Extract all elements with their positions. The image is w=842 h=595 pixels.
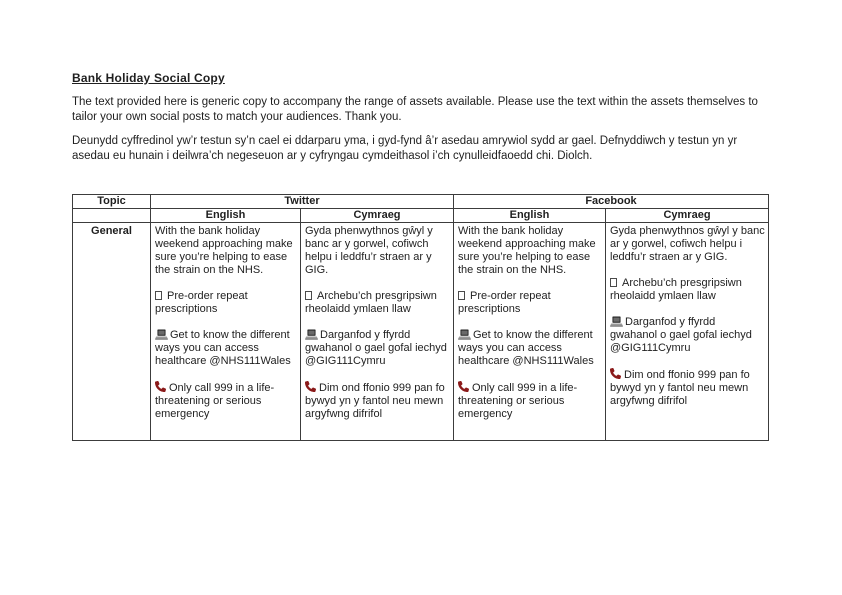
cell-paragraph-text: Gyda phenwythnos gŵyl y banc ar y gorwel, cofiwch helpu i leddfu’r straen ar y GIG.: [610, 225, 765, 263]
phone-receiver-icon: [458, 381, 469, 395]
cell-paragraph-text: Darganfod y ffyrdd gwahanol o gael gofal iechyd @GIG111Cymru: [610, 316, 752, 354]
social-copy-table: [72, 194, 769, 441]
header-facebook-english: English: [454, 209, 606, 223]
cell-paragraph: [610, 368, 765, 408]
cell-paragraph: [610, 316, 765, 355]
cell-paragraph: [155, 225, 297, 277]
cell-facebook-cymraeg: [606, 223, 769, 441]
cell-paragraph-text: Get to know the different ways you can access healthcare @NHS111Wales: [155, 329, 291, 367]
intro-paragraph-welsh: Deunydd cyffredinol yw’r testun sy’n cael ei ddarparu yma, i gyd-fynd â’r asedau amrywiol sydd ar gael. Defnyddiwch y testun yn yr asedau eu hunain i deilwra’ch negeseuon ar y cyfryngau cymdeithasol i’ch cynulleidfaoedd chi. Diolch.: [72, 135, 738, 162]
header-topic: Topic: [73, 195, 151, 209]
topic-cell-general: General: [73, 223, 151, 441]
table-header-row-languages: [73, 209, 769, 223]
laptop-icon: [458, 329, 471, 342]
header-twitter-english: English: [151, 209, 301, 223]
cell-paragraph: [305, 381, 450, 421]
cell-paragraph-text: With the bank holiday weekend approaching make sure you’re helping to ease the strain on the NHS.: [458, 225, 596, 276]
cell-paragraph-text: Archebu’ch presgripsiwn rheolaidd ymlaen llaw: [610, 277, 742, 302]
table-header-row-platforms: [73, 195, 769, 209]
cell-paragraph: [458, 290, 602, 316]
cell-paragraph-text: With the bank holiday weekend approaching make sure you’re helping to ease the strain on the NHS.: [155, 225, 293, 276]
header-facebook-cymraeg: Cymraeg: [606, 209, 769, 223]
cell-paragraph: [610, 277, 765, 303]
header-topic-spacer: [73, 209, 151, 223]
cell-paragraph: [155, 381, 297, 421]
phone-receiver-icon: [610, 368, 621, 382]
cell-paragraph: [458, 381, 602, 421]
cell-paragraph: [155, 329, 297, 368]
cell-twitter-english: [151, 223, 301, 441]
cell-paragraph: [305, 329, 450, 368]
laptop-icon: [610, 316, 623, 329]
intro-paragraph-english: The text provided here is generic copy to accompany the range of assets available. Please use the text within the assets themselves to tailor your own social posts to match your audiences. Thank you.: [72, 96, 758, 123]
phone-receiver-icon: [155, 381, 166, 395]
laptop-icon: [305, 329, 318, 342]
phone-receiver-icon: [305, 381, 316, 395]
cell-paragraph-text: Archebu’ch presgripsiwn rheolaidd ymlaen llaw: [305, 290, 437, 315]
cell-paragraph-text: Pre-order repeat prescriptions: [458, 290, 551, 315]
cell-twitter-cymraeg: [301, 223, 454, 441]
missing-glyph-box-icon: [610, 278, 617, 287]
cell-paragraph-text: Dim ond ffonio 999 pan fo bywyd yn y fantol neu mewn argyfwng difrifol: [610, 369, 750, 407]
cell-paragraph-text: Gyda phenwythnos gŵyl y banc ar y gorwel, cofiwch helpu i leddfu’r straen ar y GIG.: [305, 225, 433, 276]
missing-glyph-box-icon: [305, 291, 312, 300]
header-twitter: Twitter: [151, 195, 454, 209]
missing-glyph-box-icon: [458, 291, 465, 300]
missing-glyph-box-icon: [155, 291, 162, 300]
cell-paragraph-text: Only call 999 in a life-threatening or serious emergency: [155, 382, 275, 420]
cell-paragraph: [155, 290, 297, 316]
cell-paragraph: [305, 225, 450, 277]
cell-paragraph: [610, 225, 765, 264]
cell-paragraph-text: Dim ond ffonio 999 pan fo bywyd yn y fantol neu mewn argyfwng difrifol: [305, 382, 445, 420]
cell-paragraph: [458, 225, 602, 277]
header-facebook: Facebook: [454, 195, 769, 209]
cell-paragraph: [458, 329, 602, 368]
cell-paragraph-text: Pre-order repeat prescriptions: [155, 290, 248, 315]
header-twitter-cymraeg: Cymraeg: [301, 209, 454, 223]
cell-paragraph: [305, 290, 450, 316]
cell-facebook-english: [454, 223, 606, 441]
cell-paragraph-text: Darganfod y ffyrdd gwahanol o gael gofal iechyd @GIG111Cymru: [305, 329, 447, 367]
laptop-icon: [155, 329, 168, 342]
table-row-general: [73, 223, 769, 441]
cell-paragraph-text: Get to know the different ways you can access healthcare @NHS111Wales: [458, 329, 594, 367]
page-title: Bank Holiday Social Copy: [72, 71, 225, 85]
cell-paragraph-text: Only call 999 in a life-threatening or serious emergency: [458, 382, 578, 420]
